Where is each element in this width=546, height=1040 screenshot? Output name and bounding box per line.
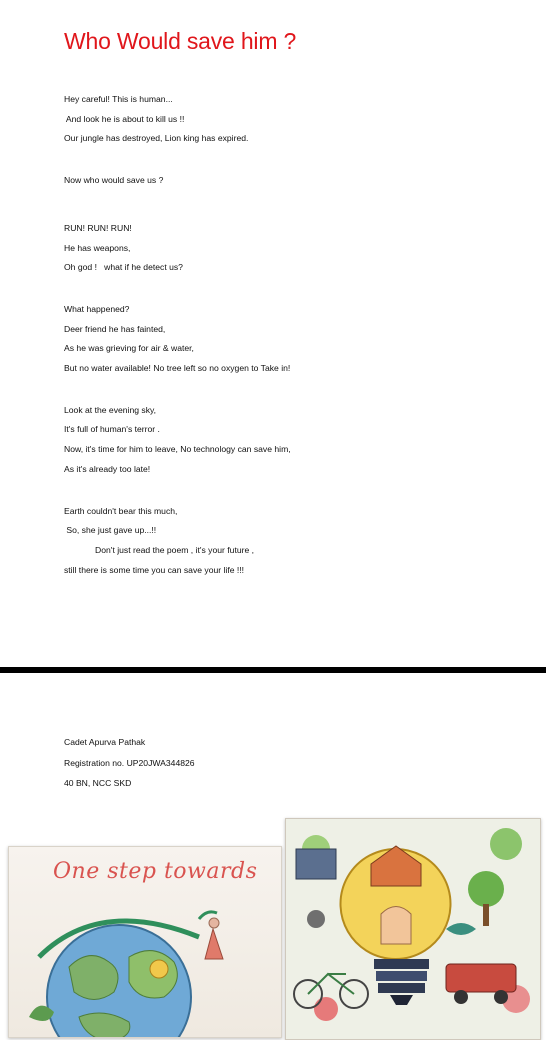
poem-line: Earth couldn't bear this much, [64,505,178,516]
poem-line: What happened? [64,303,130,314]
earth-drawing [9,847,281,1037]
poem-line: So, she just gave up...!! [64,525,157,536]
poster-caption: One step towards [53,859,258,884]
author-signature [64,732,195,794]
author-name: Cadet Apurva Pathak [64,737,146,747]
poem-stanza [64,401,524,480]
poem-line: Now who would save us ? [64,175,164,186]
poem-stanza [64,300,524,379]
poem-line: RUN! RUN! RUN! [64,222,132,233]
poem-stanza [64,171,524,191]
poem-line: Deer friend he has fainted, [64,323,166,334]
poem-line: As it's already too late! [64,463,151,474]
poem [64,90,524,602]
poem-stanza [64,502,524,581]
poem-stanza [64,219,524,278]
poem-line: And look he is about to kill us !! [64,113,185,124]
poem-line: As he was grieving for air & water, [64,343,194,354]
poster-lightbulb-image [285,818,541,1040]
lightbulb-drawing [286,819,540,1039]
poem-line: Look at the evening sky, [64,404,157,415]
poem-line: Now, it's time for him to leave, No technology can save him, [64,444,291,455]
poem-line: Hey careful! This is human... [64,94,173,104]
poem-line: Don't just read the poem , it's your future , [64,544,255,555]
poem-line: still there is some time you can save your life !!! [64,564,245,575]
poem-line: It's full of human's terror . [64,424,160,435]
page-divider [0,667,546,673]
unit-name: 40 BN, NCC SKD [64,778,132,788]
poem-line: Our jungle has destroyed, Lion king has expired. [64,133,249,144]
poem-line: But no water available! No tree left so no oxygen to Take in! [64,363,291,374]
page-title: Who Would save him ? [64,28,297,54]
registration-number: Registration no. UP20JWA344826 [64,757,195,768]
poem-line: He has weapons, [64,242,131,253]
poster-earth-image [8,846,282,1038]
poem-line: Oh god ! what if he detect us? [64,262,183,273]
poem-stanza [64,90,524,149]
